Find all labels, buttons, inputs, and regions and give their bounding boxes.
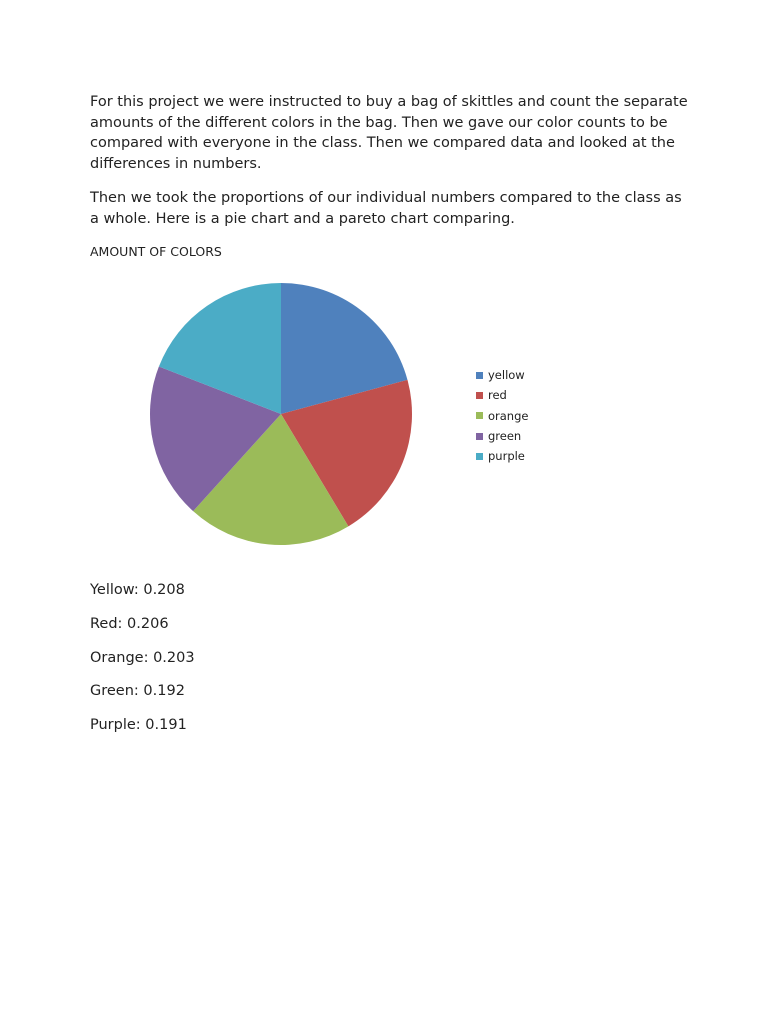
- legend-item-yellow: [476, 365, 528, 385]
- legend-item-red: [476, 385, 528, 405]
- chart-heading: AMOUNT OF COLORS: [90, 244, 222, 259]
- legend-swatch-yellow: [476, 372, 483, 379]
- proportion-red: Red: 0.206: [90, 615, 169, 632]
- legend-label-purple: purple: [488, 449, 525, 464]
- intro-paragraph: For this project we were instructed to buy a bag of skittles and count the separate amounts of the different colors in the bag. Then we gave our color counts to be compared with everyone in the class. Then we compared data and looked at the differences in numbers.: [90, 94, 688, 173]
- legend-label-green: green: [488, 429, 522, 444]
- document-page: [90, 92, 690, 734]
- legend-label-orange: orange: [488, 408, 529, 423]
- proportion-purple: Purple: 0.191: [90, 717, 187, 734]
- legend-item-orange: [476, 406, 528, 426]
- proportions-paragraph: Then we took the proportions of our individual numbers compared to the class as a whole. Here is a pie chart and a pareto chart comparing.: [90, 189, 682, 227]
- pie-chart: [90, 272, 570, 562]
- legend-swatch-red: [476, 392, 483, 399]
- proportion-green: Green: 0.192: [90, 683, 185, 700]
- legend-item-green: [476, 426, 528, 446]
- legend-swatch-purple: [476, 453, 483, 460]
- legend-swatch-green: [476, 433, 483, 440]
- legend-label-yellow: yellow: [488, 368, 525, 383]
- legend-item-purple: [476, 446, 528, 466]
- chart-legend: [476, 365, 528, 466]
- proportions-list: [90, 580, 195, 749]
- legend-label-red: red: [488, 388, 507, 403]
- proportion-orange: Orange: 0.203: [90, 649, 195, 666]
- legend-swatch-orange: [476, 412, 483, 419]
- proportion-yellow: Yellow: 0.208: [90, 582, 185, 598]
- pie-chart-svg: [146, 279, 416, 555]
